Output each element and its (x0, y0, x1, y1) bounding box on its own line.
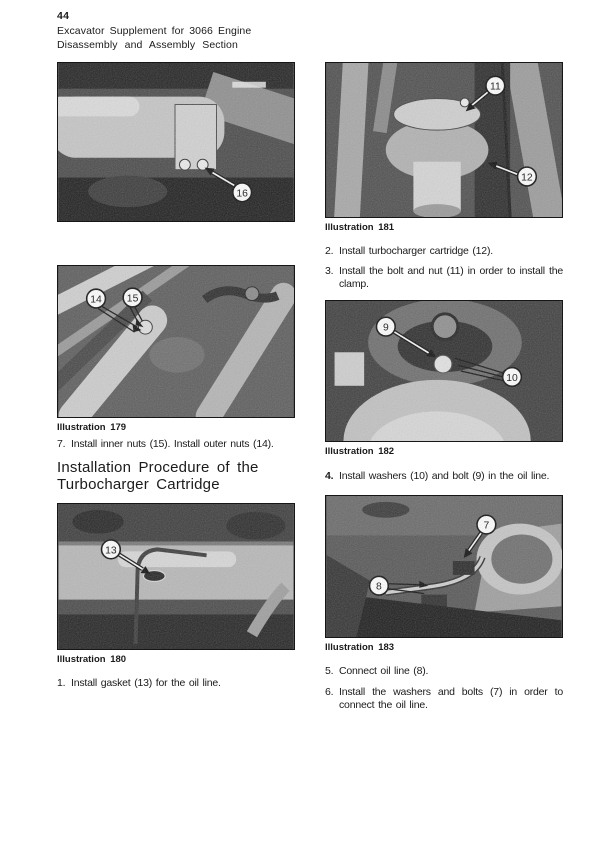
illustration-179-photo (57, 265, 295, 418)
svg-text:8: 8 (376, 581, 382, 593)
illustration-183-photo (325, 495, 563, 638)
step-4 (325, 470, 563, 483)
step-2-text: Install turbocharger cartridge (12). (339, 245, 493, 257)
step-3-number: 3. (325, 265, 334, 277)
step-2 (325, 245, 563, 258)
step-5-text: Connect oil line (8). (339, 665, 429, 677)
svg-text:10: 10 (506, 372, 518, 384)
step-3 (325, 265, 563, 291)
illustration-180-photo (57, 503, 295, 650)
step-4-text: Install washers (10) and bolt (9) in the oil line. (339, 470, 550, 482)
step-1 (57, 677, 295, 690)
section-heading (57, 459, 295, 493)
header-title: Excavator Supplement for 3066 Engine (57, 25, 252, 37)
section-heading-line1: Installation Procedure of the (57, 459, 259, 476)
illustration-181-caption: Illustration 181 (325, 222, 395, 233)
svg-text:12: 12 (521, 172, 533, 184)
illustration-182-caption: Illustration 182 (325, 446, 395, 457)
photo-clamp-16 (57, 62, 295, 222)
step-1-text: Install gasket (13) for the oil line. (71, 677, 221, 689)
step-7-text: Install inner nuts (15). Install outer nuts (14). (71, 438, 274, 450)
section-heading-line2: Turbocharger Cartridge (57, 476, 220, 493)
svg-text:9: 9 (382, 322, 389, 334)
step-6 (325, 686, 563, 712)
step-4-number: 4. (325, 470, 334, 482)
illustration-179-caption: Illustration 179 (57, 422, 127, 433)
step-3-text: Install the bolt and nut (11) in order to install the clamp. (339, 265, 563, 290)
step-7 (57, 438, 295, 451)
step-7-number: 7. (57, 438, 66, 450)
svg-text:15: 15 (126, 293, 139, 305)
step-1-number: 1. (57, 677, 66, 689)
step-5-number: 5. (325, 665, 334, 677)
svg-text:13: 13 (105, 545, 117, 557)
page-header (57, 10, 251, 51)
svg-text:14: 14 (90, 294, 102, 306)
page-number: 44 (57, 10, 70, 22)
illustration-181-photo (325, 62, 563, 218)
svg-text:11: 11 (489, 81, 501, 93)
illustration-183-caption: Illustration 183 (325, 642, 395, 653)
left-column (57, 62, 295, 690)
step-2-number: 2. (325, 245, 334, 257)
svg-text:7: 7 (483, 520, 490, 532)
illustration-180-caption: Illustration 180 (57, 654, 127, 665)
step-6-number: 6. (325, 686, 334, 698)
right-column (325, 62, 563, 712)
step-6-text: Install the washers and bolts (7) in order to connect the oil line. (339, 686, 563, 711)
step-5 (325, 665, 563, 678)
header-subtitle: Disassembly and Assembly Section (57, 39, 238, 51)
svg-text:16: 16 (236, 188, 248, 200)
illustration-182-photo (325, 300, 563, 442)
